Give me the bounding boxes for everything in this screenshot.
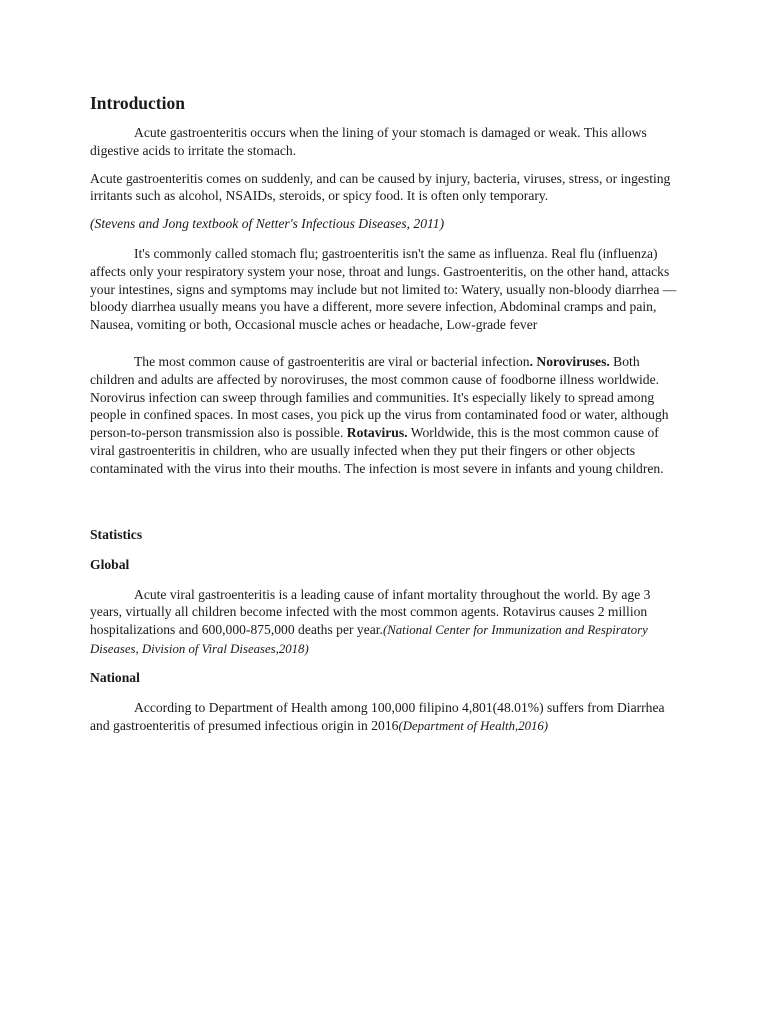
intro-paragraph-3: It's commonly called stomach flu; gastroenteritis isn't the same as influenza. Real flu (influenza) affects only your respiratory system your nose, throat and lungs. Gastroenteritis, on the other hand, attacks your intestines, signs and symptoms may include but not limited to: Watery, usually non-bloody diarrhea — bloody diarrhea usually means you have a different, more severe infection, Abdominal cramps and pain, Nausea, vomiting or both, Occasional muscle aches or headache, Low-grade fever — [90, 245, 677, 333]
noroviruses-term: . Noroviruses. — [529, 353, 610, 369]
national-paragraph — [90, 699, 682, 736]
intro-paragraph-4 — [90, 353, 682, 478]
statistics-heading: Statistics — [90, 526, 143, 542]
introduction-heading: Introduction — [90, 93, 185, 113]
national-heading: National — [90, 669, 140, 685]
rotavirus-term: Rotavirus. — [346, 425, 408, 441]
p4-text-c: Worldwide, this is the most common cause of viral gastroenteritis in children, who are usually infected when they put their fingers or other objects contaminated with the virus into their mouths. The infection is most severe in infants and young children. — [90, 425, 664, 476]
national-citation: (Department of Health,2016) — [398, 718, 549, 733]
p4-text-a: The most common cause of gastroenteritis are viral or bacterial infection — [134, 353, 530, 369]
section-spacer — [90, 488, 682, 526]
intro-citation: (Stevens and Jong textbook of Netter's Infectious Diseases, 2011) — [90, 216, 445, 232]
spacer — [90, 344, 682, 353]
global-heading: Global — [90, 556, 130, 572]
global-citation: (National Center for Immunization and Respiratory Diseases, Division of Viral Diseases,2018) — [90, 623, 648, 656]
document-page — [90, 92, 682, 745]
intro-paragraph-1: Acute gastroenteritis occurs when the lining of your stomach is damaged or weak. This allows digestive acids to irritate the stomach. — [90, 125, 647, 158]
global-paragraph — [90, 586, 682, 659]
global-text: Acute viral gastroenteritis is a leading cause of infant mortality throughout the world. By age 3 years, virtually all children become infected with the most common agents. Rotavirus causes 2 million hospitalizations and 600,000-875,000 deaths per year. — [90, 586, 651, 638]
p4-text-b: Both children and adults are affected by noroviruses, the most common cause of foodborne illness worldwide. Norovirus infection can sweep through families and communities. It's especially likely to spread among people in confined spaces. In most cases, you pick up the virus from contaminated food or water, although person-to-person transmission also is possible. — [90, 353, 669, 441]
national-text: According to Department of Health among 100,000 filipino 4,801(48.01%) suffers from Diarrhea and gastroenteritis of presumed infectious origin in 2016 — [90, 699, 665, 733]
intro-paragraph-2: Acute gastroenteritis comes on suddenly, and can be caused by injury, bacteria, viruses, stress, or ingesting irritants such as alcohol, NSAIDs, steroids, or spicy food. It is often only temporary. — [90, 170, 671, 204]
